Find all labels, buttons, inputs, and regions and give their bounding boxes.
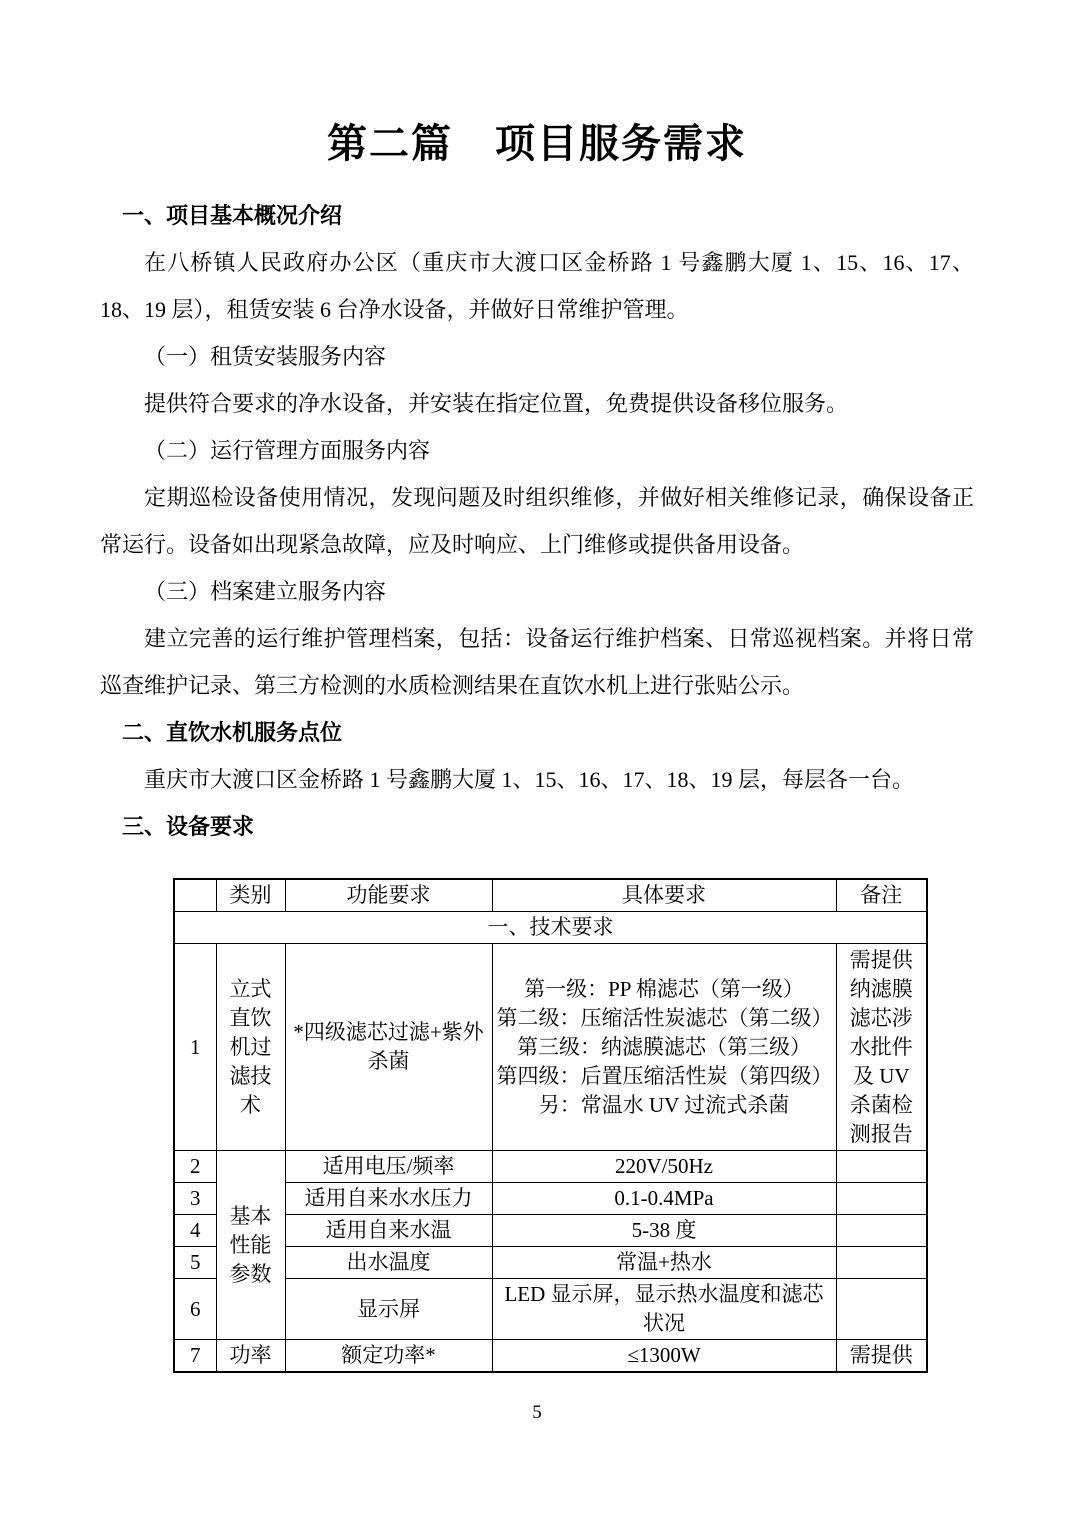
function-cell: 显示屏 bbox=[285, 1279, 492, 1340]
row-number-cell: 7 bbox=[174, 1340, 216, 1373]
table-row bbox=[174, 1183, 927, 1215]
subsection-1-3-paragraph: 建立完善的运行维护管理档案，包括：设备运行维护档案、日常巡视档案。并将日常巡查维护记录、第三方检测的水质检测结果在直饮水机上进行张贴公示。 bbox=[100, 626, 974, 698]
detail-line: 第一级：PP 棉滤芯（第一级） bbox=[524, 976, 804, 1001]
section-1-intro-paragraph: 在八桥镇人民政府办公区（重庆市大渡口区金桥路 1 号鑫鹏大厦 1、15、16、17、18、19 层），租赁安装 6 台净水设备，并做好日常维护管理。 bbox=[100, 250, 974, 322]
subsection-1-2-heading: （二）运行管理方面服务内容 bbox=[144, 438, 431, 463]
detail-cell: ≤1300W bbox=[492, 1340, 836, 1373]
header-cell-detail: 具体要求 bbox=[492, 879, 836, 912]
note-cell bbox=[836, 1215, 927, 1247]
table-row bbox=[174, 1340, 927, 1373]
detail-line: 另：常温水 UV 过流式杀菌 bbox=[538, 1092, 790, 1117]
table-header-row bbox=[174, 879, 927, 912]
function-cell: 额定功率* bbox=[285, 1340, 492, 1373]
category-cell: 功率 bbox=[216, 1340, 285, 1373]
function-cell: 适用自来水水压力 bbox=[285, 1183, 492, 1215]
table-row bbox=[174, 1247, 927, 1279]
note-cell: 需提供 bbox=[836, 1340, 927, 1373]
section-3-heading: 三、设备要求 bbox=[122, 814, 255, 839]
row-number-cell: 6 bbox=[174, 1279, 216, 1340]
subsection-1-1-paragraph: 提供符合要求的净水设备，并安装在指定位置，免费提供设备移位服务。 bbox=[144, 391, 849, 416]
note-cell: 需提供纳滤膜滤芯涉水批件及 UV 杀菌检测报告 bbox=[836, 944, 927, 1151]
row-number-cell: 2 bbox=[174, 1151, 216, 1183]
note-cell bbox=[836, 1279, 927, 1340]
row-number-cell: 5 bbox=[174, 1247, 216, 1279]
detail-cell bbox=[492, 944, 836, 1151]
detail-cell: 常温+热水 bbox=[492, 1247, 836, 1279]
header-cell-function: 功能要求 bbox=[285, 879, 492, 912]
page-title: 第二篇 项目服务需求 bbox=[327, 122, 747, 166]
subsection-1-2-paragraph: 定期巡检设备使用情况，发现问题及时组织维修，并做好相关维修记录，确保设备正常运行。设备如出现紧急故障，应及时响应、上门维修或提供备用设备。 bbox=[100, 485, 974, 557]
note-cell bbox=[836, 1183, 927, 1215]
table-row bbox=[174, 944, 927, 1151]
header-cell-category: 类别 bbox=[216, 879, 285, 912]
category-cell-basic-performance: 基本性能参数 bbox=[216, 1151, 285, 1340]
header-cell-note: 备注 bbox=[836, 879, 927, 912]
detail-cell: 0.1-0.4MPa bbox=[492, 1183, 836, 1215]
detail-cell: LED 显示屏，显示热水温度和滤芯状况 bbox=[492, 1279, 836, 1340]
group-header-technical-requirements: 一、技术要求 bbox=[174, 912, 927, 944]
function-cell: 出水温度 bbox=[285, 1247, 492, 1279]
detail-cell: 220V/50Hz bbox=[492, 1151, 836, 1183]
detail-line: 第四级：后置压缩活性炭（第四级） bbox=[496, 1063, 833, 1088]
subsection-1-3-heading: （三）档案建立服务内容 bbox=[144, 579, 387, 604]
section-2-heading: 二、直饮水机服务点位 bbox=[122, 720, 343, 745]
table-group-row bbox=[174, 912, 927, 944]
detail-line: 第二级：压缩活性炭滤芯（第二级） bbox=[496, 1005, 833, 1030]
section-1-heading: 一、项目基本概况介绍 bbox=[122, 203, 343, 228]
row-number-cell: 1 bbox=[174, 944, 216, 1151]
function-cell: 适用电压/频率 bbox=[285, 1151, 492, 1183]
note-cell bbox=[836, 1247, 927, 1279]
function-cell: *四级滤芯过滤+紫外杀菌 bbox=[285, 944, 492, 1151]
function-cell: 适用自来水温 bbox=[285, 1215, 492, 1247]
subsection-1-1-heading: （一）租赁安装服务内容 bbox=[144, 344, 387, 369]
detail-line: 第三级：纳滤膜滤芯（第三级） bbox=[517, 1034, 811, 1059]
category-cell: 立式直饮机过滤技术 bbox=[216, 944, 285, 1151]
header-cell-number bbox=[174, 879, 216, 912]
equipment-requirements-table bbox=[173, 878, 928, 1373]
row-number-cell: 3 bbox=[174, 1183, 216, 1215]
row-number-cell: 4 bbox=[174, 1215, 216, 1247]
section-2-paragraph: 重庆市大渡口区金桥路 1 号鑫鹏大厦 1、15、16、17、18、19 层，每层各一台。 bbox=[144, 767, 915, 792]
table-row bbox=[174, 1215, 927, 1247]
table-row bbox=[174, 1279, 927, 1340]
detail-cell: 5-38 度 bbox=[492, 1215, 836, 1247]
table-row bbox=[174, 1151, 927, 1183]
page-number: 5 bbox=[532, 1402, 542, 1423]
note-cell bbox=[836, 1151, 927, 1183]
